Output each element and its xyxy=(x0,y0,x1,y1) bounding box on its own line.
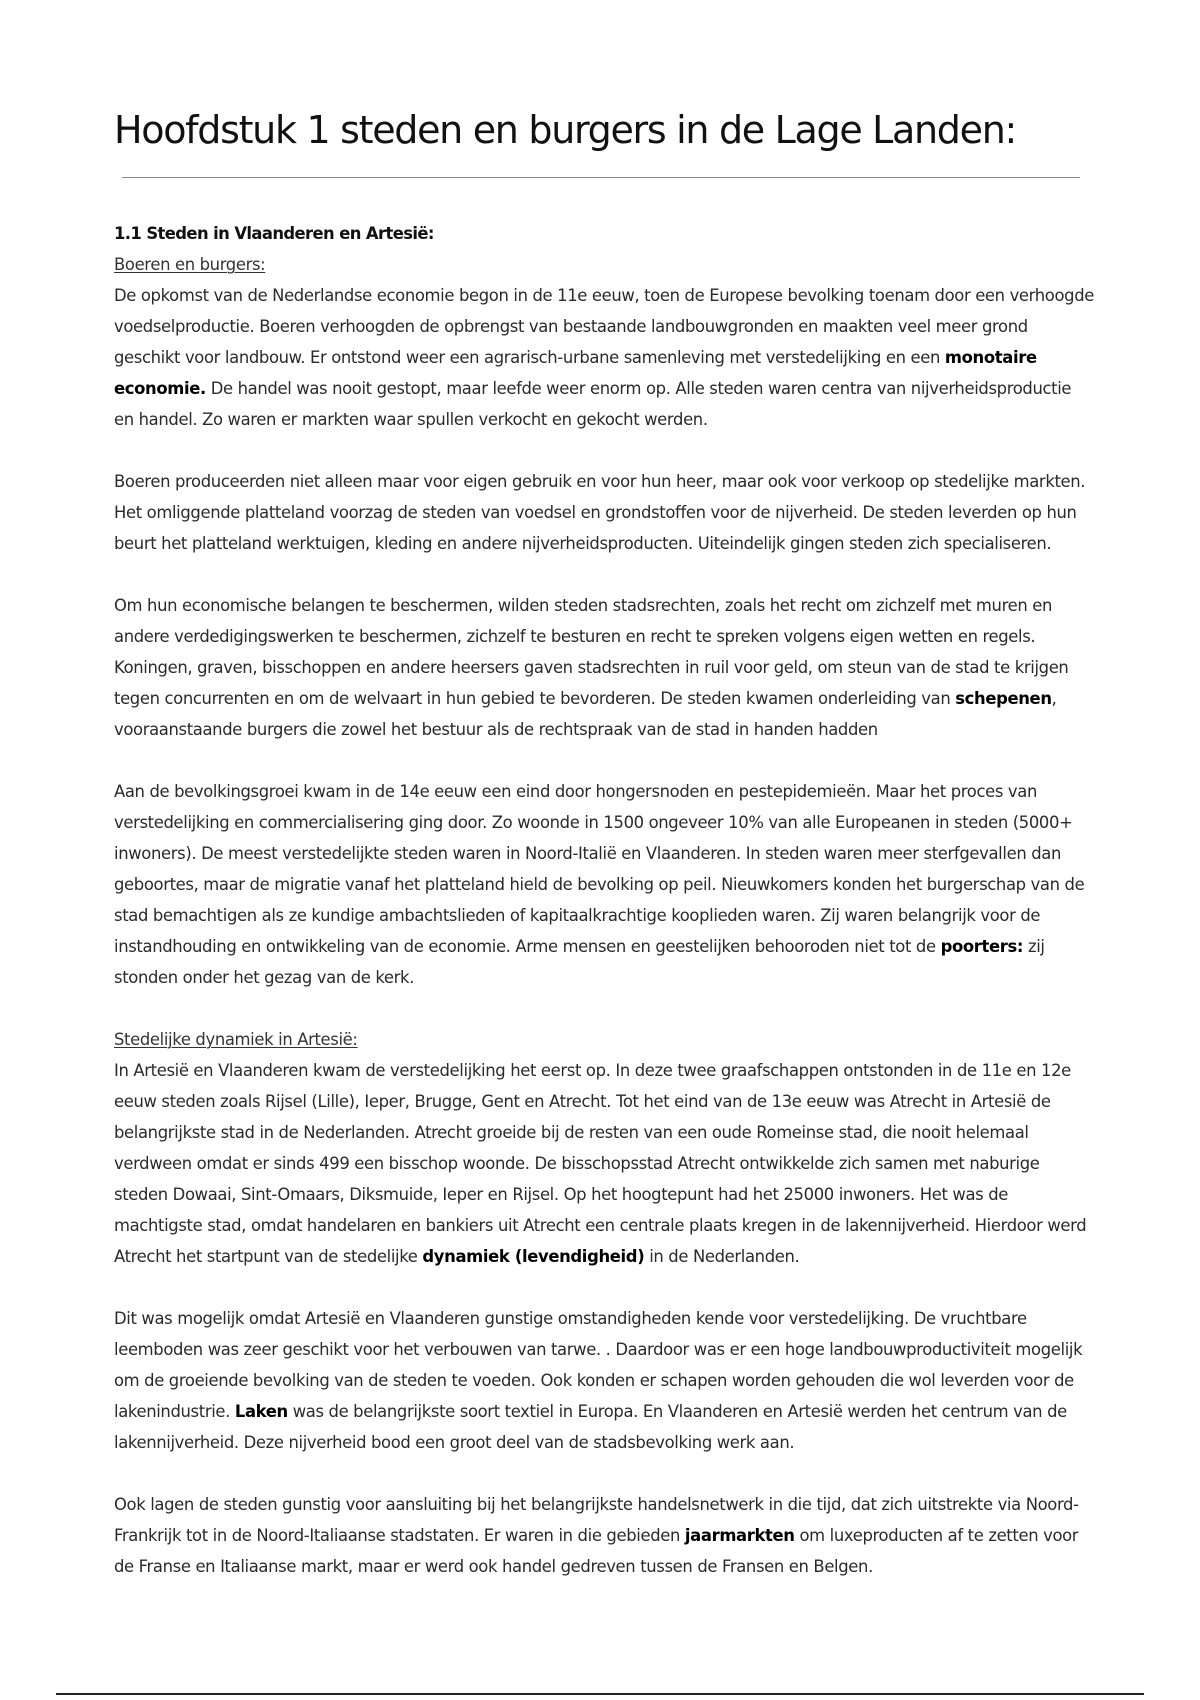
paragraph-text: was de belangrijkste soort textiel in Europa. En Vlaanderen en Artesië werden het centrum van de lakennijverheid. Deze nijverheid bood een groot deel van de stadsbevolking werk aan. xyxy=(114,1402,1067,1452)
paragraph-text: Om hun economische belangen te beschermen, wilden steden stadsrechten, zoals het recht om zichzelf met muren en andere verdedigingswerken te beschermen, zichzelf te besturen en recht te spreken volgens eigen wetten en regels. Koningen, graven, bisschoppen en andere heersers gaven stadsrechten in ruil voor geld, om steun van de stad te krijgen tegen concurrenten en om de welvaart in hun gebied te bevorderen. De steden kwamen onderleiding van xyxy=(114,596,1069,708)
paragraph-gap xyxy=(114,1458,1094,1489)
document-body xyxy=(114,218,1094,1582)
paragraph-text: Dit was mogelijk omdat Artesië en Vlaanderen gunstige omstandigheden kende voor verstedelijking. De vruchtbare leemboden was zeer geschikt voor het verbouwen van tarwe. . Daardoor was er een hoge landbouwproductiviteit mogelijk om de groeiende bevolking van de steden te voeden. Ook konden er schapen worden gehouden die wol leverden voor de lakenindustrie. xyxy=(114,1309,1083,1421)
paragraph-text: De handel was nooit gestopt, maar leefde weer enorm op. Alle steden waren centra van nijverheidsproductie en handel. Zo waren er markten waar spullen verkocht en gekocht werden. xyxy=(114,379,1072,429)
section-title: 1.1 Steden in Vlaanderen en Artesië: xyxy=(114,224,434,243)
paragraph-3 xyxy=(114,590,1094,745)
paragraph-text: zij stonden onder het gezag van de kerk. xyxy=(114,937,1045,987)
paragraph-1 xyxy=(114,280,1094,435)
paragraph-gap xyxy=(114,435,1094,466)
paragraph-text: In Artesië en Vlaanderen kwam de verstedelijking het eerst op. In deze twee graafschappen ontstonden in de 11e en 12e eeuw steden zoals Rijsel (Lille), Ieper, Brugge, Gent en Atrecht. Tot het eind van de 13e eeuw was Atrecht in Artesië de belangrijkste stad in de Nederlanden. Atrecht groeide bij de resten van een oude Romeinse stad, die nooit helemaal verdween omdat er sinds 499 een bisschop woonde. De bisschopsstad Atrecht ontwikkelde zich samen met naburige steden Dowaai, Sint-Omaars, Diksmuide, Ieper en Rijsel. Op het hoogtepunt had het 25000 inwoners. Het was de machtigste stad, omdat handelaren en bankiers uit Atrecht een centrale plaats kregen in de lakennijverheid. Hierdoor werd Atrecht het startpunt van de stedelijke xyxy=(114,1061,1087,1266)
paragraph-text: , vooraanstaande burgers die zowel het bestuur als de rechtspraak van de stad in handen hadden xyxy=(114,689,1057,739)
paragraph-5 xyxy=(114,1055,1094,1272)
paragraph-text: Aan de bevolkingsgroei kwam in de 14e eeuw een eind door hongersnoden en pestepidemieën. Maar het proces van verstedelijking en commercialisering ging door. Zo woonde in 1500 ongeveer 10% van alle Europeanen in steden (5000+ inwoners). De meest verstedelijkte steden waren in Noord-Italië en Vlaanderen. In steden waren meer sterfgevallen dan geboortes, maar de migratie vanaf het platteland hield de bevolking op peil. Nieuwkomers konden het burgerschap van de stad bemachtigen als ze kundige ambachtslieden of kapitaalkrachtige kooplieden waren. Zij waren belangrijk voor de instandhouding en ontwikkeling van de economie. Arme mensen en geestelijken behooroden niet tot de xyxy=(114,782,1085,956)
paragraph-6 xyxy=(114,1303,1094,1458)
title-divider xyxy=(122,177,1080,178)
chapter-title: Hoofdstuk 1 steden en burgers in de Lage Landen: xyxy=(114,108,1016,152)
paragraph-gap xyxy=(114,993,1094,1024)
paragraph-text: De opkomst van de Nederlandse economie begon in de 11e eeuw, toen de Europese bevolking toenam door een verhoogde voedselproductie. Boeren verhoogden de opbrengst van bestaande landbouwgronden en maakten veel meer grond geschikt voor landbouw. Er ontstond weer een agrarisch-urbane samenleving met verstedelijking en een xyxy=(114,286,1094,367)
paragraph-gap xyxy=(114,559,1094,590)
paragraph-text: in de Nederlanden. xyxy=(644,1247,800,1266)
paragraph-2: Boeren produceerden niet alleen maar voor eigen gebruik en voor hun heer, maar ook voor verkoop op stedelijke markten. Het omliggende platteland voorzag de steden van voedsel en grondstoffen voor de nijverheid. De steden leverden op hun beurt het platteland werktuigen, kleding en andere nijverheidsproducten. Uiteindelijk gingen steden zich specialiseren. xyxy=(114,472,1086,553)
paragraph-text: Ook lagen de steden gunstig voor aansluiting bij het belangrijkste handelsnetwerk in die tijd, dat zich uitstrekte via Noord-Frankrijk tot in de Noord-Italiaanse stadstaten. Er waren in die gebieden xyxy=(114,1495,1079,1545)
key-term: Laken xyxy=(234,1402,288,1421)
paragraph-7 xyxy=(114,1489,1094,1582)
key-term: monotaire economie. xyxy=(114,348,1037,398)
paragraph-gap xyxy=(114,745,1094,776)
key-term: dynamiek (levendigheid) xyxy=(422,1247,645,1266)
key-term: schepenen xyxy=(955,689,1052,708)
subsection-title-dynamiek: Stedelijke dynamiek in Artesië: xyxy=(114,1030,358,1049)
key-term: jaarmarkten xyxy=(684,1526,795,1545)
paragraph-text: om luxeproducten af te zetten voor de Franse en Italiaanse markt, maar er werd ook handel gedreven tussen de Fransen en Belgen. xyxy=(114,1526,1079,1576)
paragraph-gap xyxy=(114,1272,1094,1303)
page-bottom-divider xyxy=(56,1693,1144,1695)
paragraph-4 xyxy=(114,776,1094,993)
subsection-title-boeren: Boeren en burgers: xyxy=(114,255,266,274)
key-term: poorters: xyxy=(940,937,1024,956)
